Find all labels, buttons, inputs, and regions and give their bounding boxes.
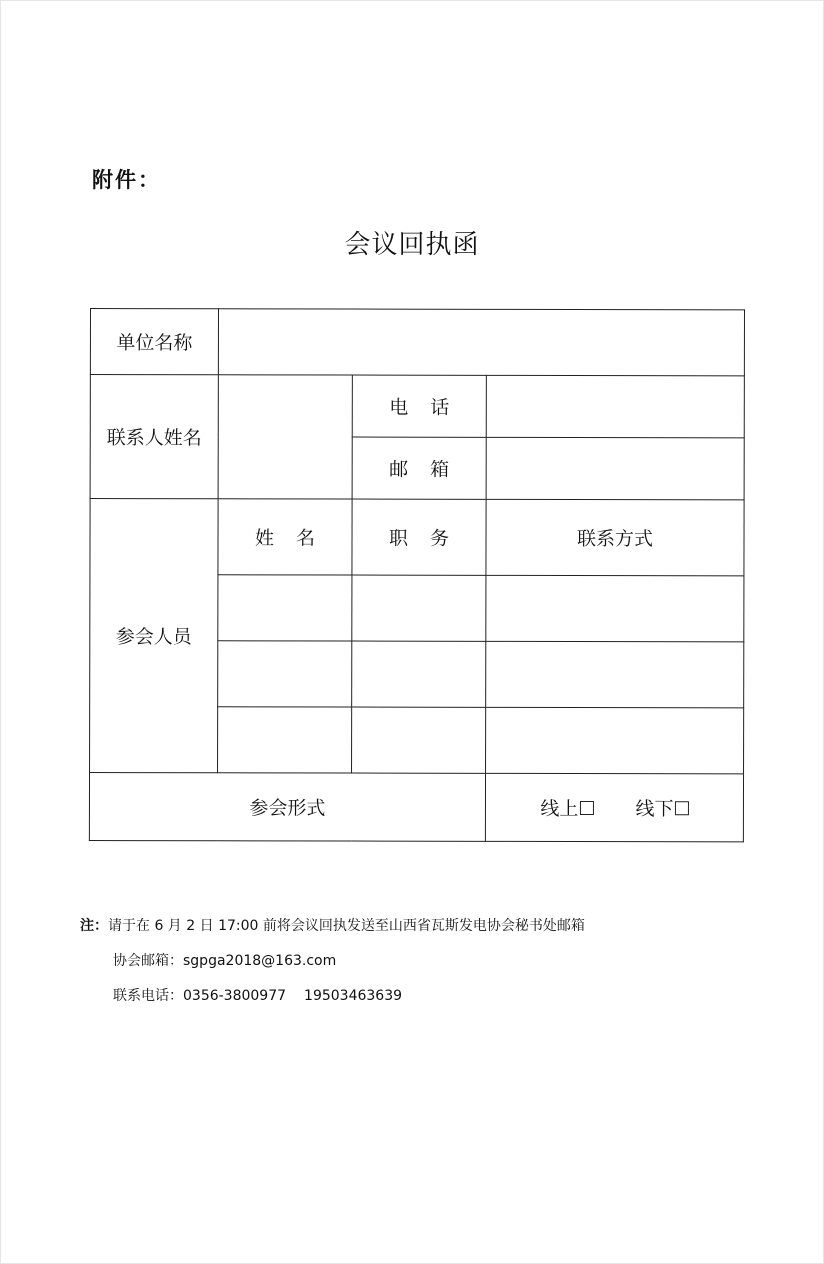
contact-phone-label: 联系电话： <box>113 988 183 1004</box>
note-deadline-text: 请于在 6 月 2 日 17:00 前将会议回执发送至山西省瓦斯发电协会秘书处邮箱 <box>108 918 585 934</box>
attendee-contact-field[interactable] <box>486 575 744 642</box>
contact-name-label: 联系人姓名 <box>90 375 218 499</box>
column-header-contact: 联系方式 <box>486 499 744 576</box>
attendee-name-field[interactable] <box>218 641 352 707</box>
attendee-position-field[interactable] <box>352 641 486 707</box>
offline-checkbox[interactable] <box>674 801 688 815</box>
contact-phone-row <box>90 375 744 438</box>
note-line-deadline <box>80 916 585 936</box>
note-line-phone <box>80 986 585 1006</box>
attendee-header-row <box>90 499 744 576</box>
reply-form-table <box>89 308 745 842</box>
offline-option[interactable] <box>635 794 688 821</box>
association-email-value: sgpga2018@163.com <box>183 953 337 969</box>
format-row <box>89 773 743 842</box>
note-prefix: 注： <box>80 918 108 934</box>
attendee-position-field[interactable] <box>352 575 486 641</box>
attendees-label: 参会人员 <box>90 499 219 773</box>
phone-label: 电话 <box>352 375 486 437</box>
phone-field[interactable] <box>486 375 744 438</box>
unit-name-field[interactable] <box>218 309 744 376</box>
email-label: 邮箱 <box>352 437 486 499</box>
notes-section <box>80 916 585 1006</box>
column-header-name: 姓名 <box>218 499 352 575</box>
attendee-name-field[interactable] <box>218 575 352 641</box>
online-option[interactable] <box>540 794 593 821</box>
online-label: 线上 <box>540 797 579 821</box>
email-field[interactable] <box>486 437 744 500</box>
format-label: 参会形式 <box>89 773 485 842</box>
unit-name-label: 单位名称 <box>90 309 218 375</box>
offline-label: 线下 <box>635 798 674 821</box>
note-line-email <box>80 951 585 971</box>
document-title: 会议回执函 <box>344 230 480 260</box>
association-email-label: 协会邮箱： <box>113 953 183 969</box>
attendee-contact-field[interactable] <box>486 707 744 774</box>
contact-phone-2: 19503463639 <box>304 988 403 1004</box>
format-options <box>485 773 743 842</box>
attachment-label: 附件： <box>92 167 161 192</box>
attendee-position-field[interactable] <box>352 707 486 773</box>
unit-name-row <box>90 309 744 376</box>
column-header-position: 职务 <box>352 499 486 575</box>
online-checkbox[interactable] <box>579 801 593 815</box>
attendee-name-field[interactable] <box>218 707 352 773</box>
contact-phone-1: 0356-3800977 <box>183 988 287 1004</box>
attendee-contact-field[interactable] <box>486 641 744 708</box>
contact-name-field[interactable] <box>218 375 352 499</box>
